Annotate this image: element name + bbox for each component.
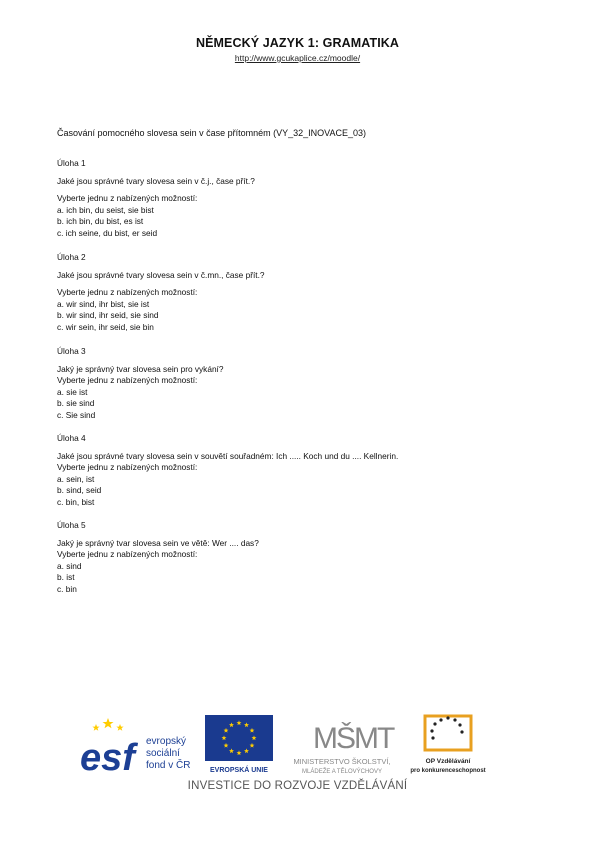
investice-slogan: INVESTICE DO ROZVOJE VZDĚLÁVÁNÍ [187,780,408,792]
task-instruction: Vyberte jednu z nabízených možností: [57,287,198,297]
task-4 [57,433,557,508]
task-option: b. wir sind, ihr seid, sie sind [57,310,159,320]
task-option: c. wir sein, ihr seid, sie bin [57,321,154,332]
task-option: a. ich bin, du seist, sie bist [57,204,154,215]
eu-flag-logo [204,714,274,776]
task-question: Jaký je správný tvar slovesa sein pro vykání? [57,363,224,374]
task-option: c. Sie sind [57,409,96,420]
task-instruction: Vyberte jednu z nabízených možností: [57,193,198,203]
task-option: b. sie sind [57,398,95,408]
task-option: a. sie ist [57,386,88,397]
task-instruction: Vyberte jednu z nabízených možností: [57,375,198,385]
task-option: a. sind [57,560,82,571]
msmt-text-line: MINISTERSTVO ŠKOLSTVÍ, [293,757,391,766]
task-instruction: Vyberte jednu z nabízených možností: [57,462,198,472]
task-option: b. sind, seid [57,485,102,495]
task-question: Jaký je správný tvar slovesa sein ve větě: Wer .... das? [57,537,259,548]
task-option: a. sein, ist [57,473,95,484]
msmt-logo [285,712,400,778]
msmt-logo-mark: MŠMT [313,722,394,755]
task-5 [57,520,557,595]
esf-text-line: sociální [146,748,180,759]
task-option: c. bin [57,583,77,594]
source-link[interactable]: http://www.gcukaplice.cz/moodle/ [234,53,361,63]
document-title: NĚMECKÝ JAZYK 1: GRAMATIKA [195,36,400,50]
task-heading: Úloha 3 [57,346,86,356]
msmt-text-line: MLÁDEŽE A TĚLOVÝCHOVY [302,769,382,775]
op-text-line: pro konkurenceschopnost [410,768,486,774]
esf-text-line: evropský [146,736,187,747]
task-option: c. ich seine, du bist, er seid [57,227,158,238]
esf-logo [78,714,198,776]
task-heading: Úloha 2 [57,252,86,262]
task-option: a. wir sind, ihr bist, sie ist [57,298,150,309]
subject-line: Časování pomocného slovesa sein v čase přítomném (VY_32_INOVACE_03) [57,128,366,138]
task-question: Jaké jsou správné tvary slovesa sein v souvětí souřadném: Ich ..... Koch und du .... Kellnerin. [57,450,399,461]
eu-label: EVROPSKÁ UNIE [210,767,268,774]
op-text-line: OP Vzdělávání [425,758,471,765]
task-heading: Úloha 1 [57,158,86,168]
task-option: b. ist [57,572,75,582]
task-2 [57,252,557,333]
task-heading: Úloha 5 [57,520,86,530]
funding-logos [0,706,595,806]
task-1 [57,158,557,239]
esf-letters: esf [80,737,135,776]
task-3 [57,346,557,421]
task-heading: Úloha 4 [57,433,86,443]
task-option: c. bin, bist [57,496,95,507]
task-option: b. ich bin, du bist, es ist [57,216,144,226]
op-logo [405,712,490,778]
task-question: Jaké jsou správné tvary slovesa sein v č.mn., čase přít.? [57,269,265,280]
task-question: Jaké jsou správné tvary slovesa sein v č.j., čase přít.? [57,175,255,186]
task-instruction: Vyberte jednu z nabízených možností: [57,549,198,559]
esf-text-line: fond v ČR [146,760,191,771]
